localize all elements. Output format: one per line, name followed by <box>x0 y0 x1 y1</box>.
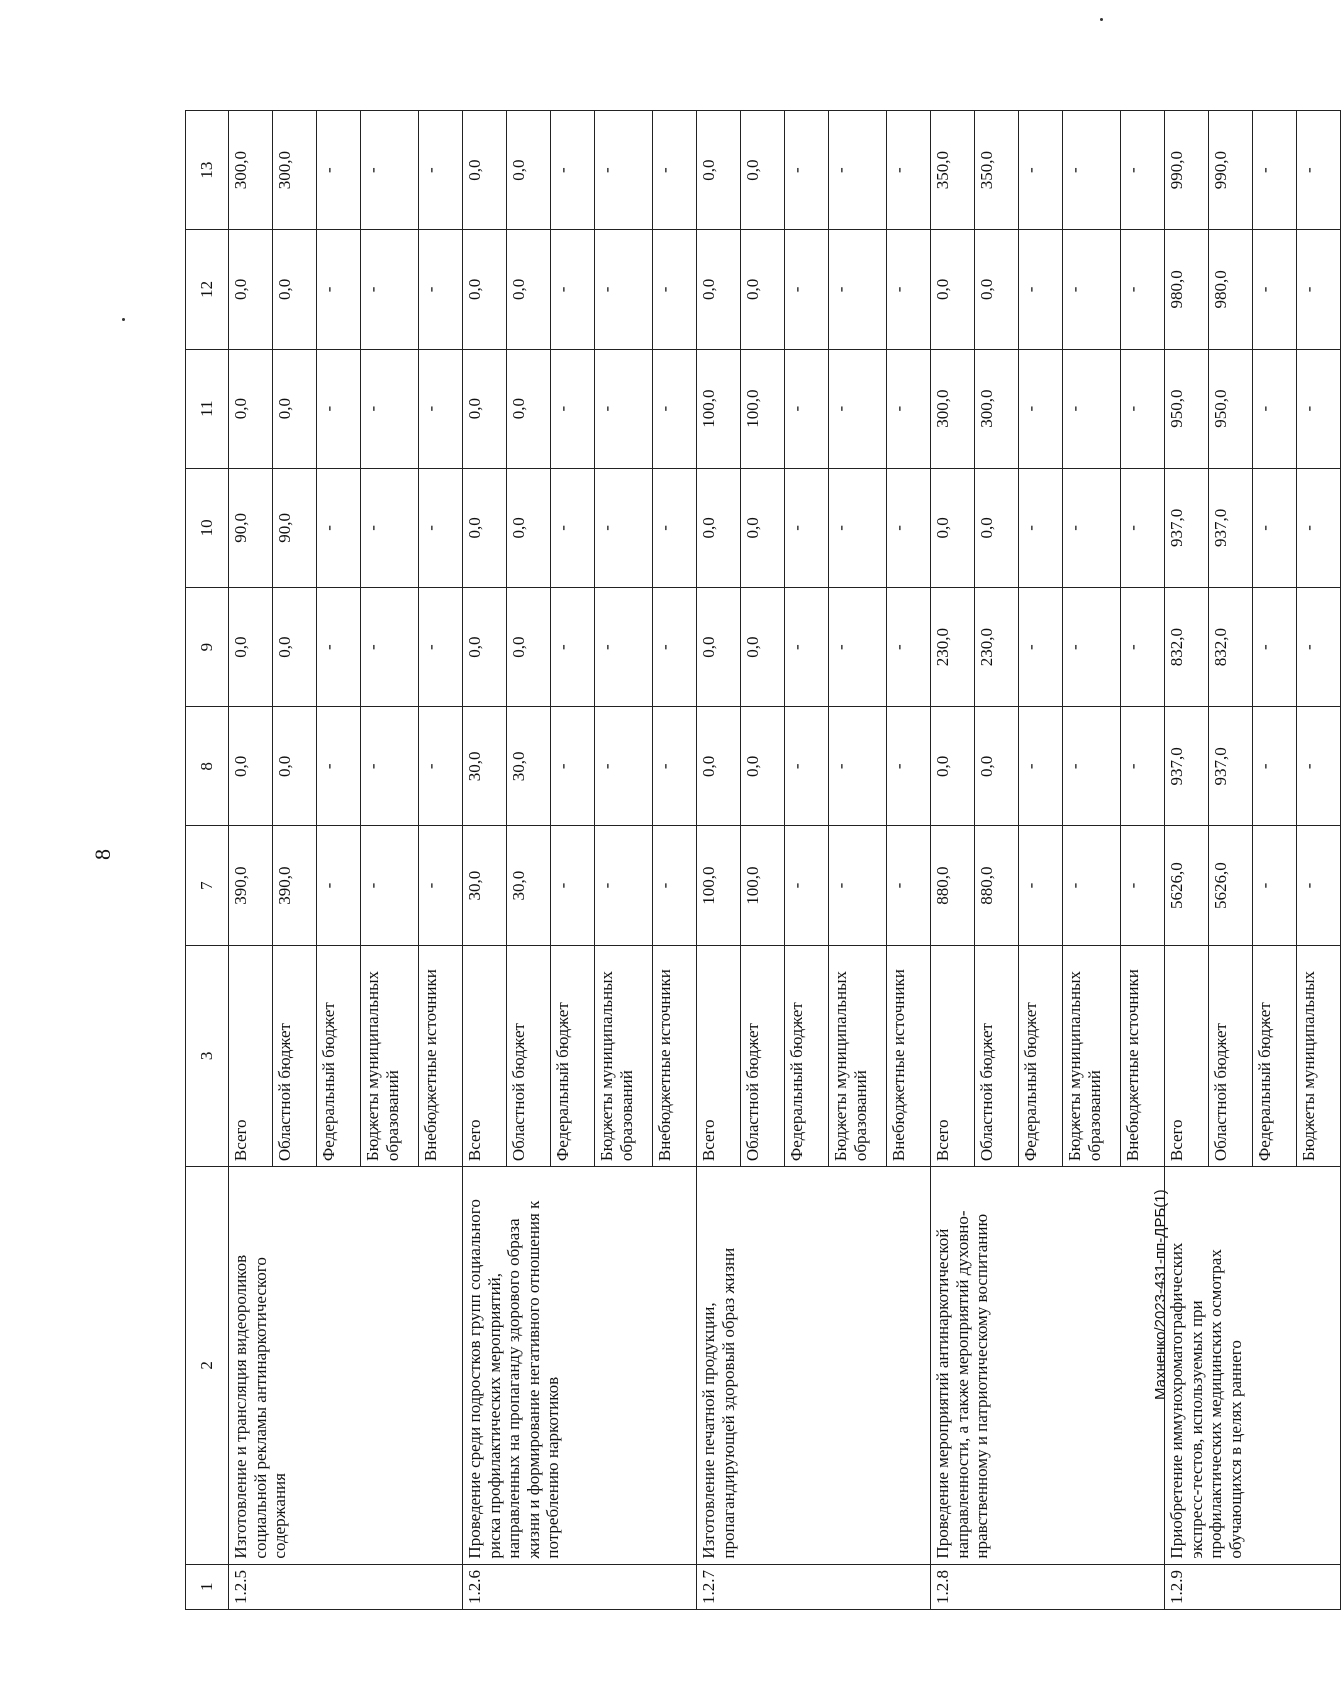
amount-cell: 0,0 <box>463 349 507 468</box>
amount-cell: - <box>887 707 931 826</box>
scan-speck <box>122 318 125 321</box>
amount-cell: - <box>317 111 361 230</box>
amount-cell: 0,0 <box>697 230 741 349</box>
funding-source: Областной бюджет <box>741 945 785 1166</box>
amount-cell: - <box>1297 111 1341 230</box>
amount-cell: 0,0 <box>697 587 741 706</box>
table-row <box>229 111 273 1610</box>
page-number: 8 <box>90 849 115 860</box>
amount-cell: - <box>595 707 653 826</box>
amount-cell: - <box>551 468 595 587</box>
amount-cell: 0,0 <box>741 468 785 587</box>
amount-cell: - <box>317 826 361 945</box>
amount-cell: - <box>1121 587 1165 706</box>
amount-cell: 0,0 <box>931 707 975 826</box>
amount-cell: - <box>317 349 361 468</box>
amount-cell: 230,0 <box>931 587 975 706</box>
amount-cell: 0,0 <box>273 230 317 349</box>
amount-cell: - <box>551 826 595 945</box>
amount-cell: - <box>1253 468 1297 587</box>
funding-source: Областной бюджет <box>273 945 317 1166</box>
amount-cell: 0,0 <box>741 230 785 349</box>
column-header: 3 <box>186 945 229 1166</box>
amount-cell: - <box>361 349 419 468</box>
amount-cell: - <box>1063 587 1121 706</box>
amount-cell: - <box>785 111 829 230</box>
amount-cell: 30,0 <box>507 707 551 826</box>
amount-cell: - <box>595 349 653 468</box>
table-row <box>1165 111 1209 1610</box>
item-name: Проведение среди подростков групп социального риска профилактических мероприятий, направленных на пропаганду здорового образа жизни и формирование негативного отношения к потреблению наркотиков <box>463 1167 697 1564</box>
amount-cell: - <box>551 111 595 230</box>
amount-cell: - <box>1253 230 1297 349</box>
column-header: 1 <box>186 1564 229 1609</box>
amount-cell: 0,0 <box>463 587 507 706</box>
amount-cell: 350,0 <box>975 111 1019 230</box>
amount-cell: - <box>785 349 829 468</box>
item-name: Приобретение иммунохроматографических экспресс-тестов, используемых при профилактических медицинских осмотрах обучающихся в целях раннего <box>1165 1167 1341 1564</box>
amount-cell: - <box>1253 826 1297 945</box>
amount-cell: - <box>829 111 887 230</box>
amount-cell: - <box>829 707 887 826</box>
amount-cell: - <box>317 707 361 826</box>
item-name: Проведение мероприятий антинаркотической направленности, а также мероприятий духовно-нравственному и патриотическому воспитанию <box>931 1167 1165 1564</box>
amount-cell: - <box>887 468 931 587</box>
amount-cell: 0,0 <box>229 587 273 706</box>
item-code: 1.2.8 <box>931 1564 1165 1609</box>
amount-cell: 0,0 <box>741 111 785 230</box>
amount-cell: - <box>595 826 653 945</box>
funding-source: Федеральный бюджет <box>1019 945 1063 1166</box>
amount-cell: 937,0 <box>1165 707 1209 826</box>
amount-cell: 300,0 <box>229 111 273 230</box>
amount-cell: - <box>595 111 653 230</box>
amount-cell: 0,0 <box>463 111 507 230</box>
amount-cell: 5626,0 <box>1209 826 1253 945</box>
amount-cell: - <box>829 230 887 349</box>
amount-cell: 300,0 <box>273 111 317 230</box>
amount-cell: 90,0 <box>273 468 317 587</box>
amount-cell: - <box>1063 826 1121 945</box>
amount-cell: - <box>785 468 829 587</box>
funding-source: Всего <box>931 945 975 1166</box>
amount-cell: - <box>1121 826 1165 945</box>
amount-cell: - <box>551 230 595 349</box>
amount-cell: - <box>595 468 653 587</box>
amount-cell: 300,0 <box>931 349 975 468</box>
funding-source: Всего <box>1165 945 1209 1166</box>
amount-cell: - <box>785 707 829 826</box>
amount-cell: - <box>1121 707 1165 826</box>
amount-cell: 0,0 <box>273 587 317 706</box>
amount-cell: - <box>1121 349 1165 468</box>
header-row <box>186 111 229 1610</box>
amount-cell: - <box>653 707 697 826</box>
amount-cell: 0,0 <box>463 230 507 349</box>
amount-cell: 832,0 <box>1165 587 1209 706</box>
amount-cell: - <box>317 468 361 587</box>
amount-cell: 0,0 <box>273 349 317 468</box>
amount-cell: - <box>653 349 697 468</box>
funding-source: Федеральный бюджет <box>317 945 361 1166</box>
amount-cell: - <box>1019 111 1063 230</box>
amount-cell: - <box>829 587 887 706</box>
item-code: 1.2.5 <box>229 1564 463 1609</box>
table-row <box>931 111 975 1610</box>
amount-cell: 5626,0 <box>1165 826 1209 945</box>
amount-cell: 390,0 <box>273 826 317 945</box>
amount-cell: 0,0 <box>741 587 785 706</box>
amount-cell: 937,0 <box>1165 468 1209 587</box>
amount-cell: - <box>1297 349 1341 468</box>
amount-cell: - <box>1019 349 1063 468</box>
amount-cell: 30,0 <box>463 707 507 826</box>
scan-speck <box>1100 18 1103 21</box>
amount-cell: - <box>887 111 931 230</box>
amount-cell: - <box>419 707 463 826</box>
amount-cell: - <box>361 111 419 230</box>
amount-cell: 0,0 <box>507 230 551 349</box>
amount-cell: 230,0 <box>975 587 1019 706</box>
funding-source: Внебюджетные источники <box>1121 945 1165 1166</box>
funding-source: Областной бюджет <box>507 945 551 1166</box>
amount-cell: 90,0 <box>229 468 273 587</box>
amount-cell: 0,0 <box>697 468 741 587</box>
amount-cell: - <box>361 230 419 349</box>
amount-cell: - <box>551 349 595 468</box>
amount-cell: - <box>419 587 463 706</box>
amount-cell: 0,0 <box>229 230 273 349</box>
amount-cell: - <box>1297 230 1341 349</box>
amount-cell: 0,0 <box>975 468 1019 587</box>
amount-cell: 0,0 <box>975 707 1019 826</box>
amount-cell: - <box>653 230 697 349</box>
amount-cell: 832,0 <box>1209 587 1253 706</box>
column-header: 7 <box>186 826 229 945</box>
table-row <box>463 111 507 1610</box>
amount-cell: 0,0 <box>931 230 975 349</box>
amount-cell: 980,0 <box>1209 230 1253 349</box>
column-header: 9 <box>186 587 229 706</box>
column-header: 12 <box>186 230 229 349</box>
amount-cell: 0,0 <box>741 707 785 826</box>
table-body <box>229 111 1341 1610</box>
amount-cell: - <box>653 587 697 706</box>
amount-cell: - <box>1297 587 1341 706</box>
amount-cell: 937,0 <box>1209 468 1253 587</box>
amount-cell: - <box>419 826 463 945</box>
table-row <box>697 111 741 1610</box>
amount-cell: 30,0 <box>507 826 551 945</box>
item-name: Изготовление и трансляция видеороликов социальной рекламы антинаркотического содержания <box>229 1167 463 1564</box>
amount-cell: - <box>1253 111 1297 230</box>
column-header: 11 <box>186 349 229 468</box>
column-header: 13 <box>186 111 229 230</box>
amount-cell: - <box>829 826 887 945</box>
amount-cell: - <box>1253 707 1297 826</box>
amount-cell: - <box>653 111 697 230</box>
amount-cell: 100,0 <box>741 349 785 468</box>
amount-cell: - <box>887 826 931 945</box>
funding-source: Федеральный бюджет <box>785 945 829 1166</box>
amount-cell: - <box>1121 230 1165 349</box>
amount-cell: - <box>595 587 653 706</box>
funding-source: Бюджеты муниципальных образований <box>829 945 887 1166</box>
amount-cell: - <box>419 468 463 587</box>
amount-cell: - <box>361 826 419 945</box>
amount-cell: - <box>653 468 697 587</box>
amount-cell: - <box>829 468 887 587</box>
amount-cell: - <box>1019 468 1063 587</box>
amount-cell: 0,0 <box>975 230 1019 349</box>
amount-cell: - <box>1121 468 1165 587</box>
amount-cell: - <box>829 349 887 468</box>
amount-cell: - <box>1019 230 1063 349</box>
item-code: 1.2.6 <box>463 1564 697 1609</box>
amount-cell: - <box>1253 587 1297 706</box>
column-header: 8 <box>186 707 229 826</box>
amount-cell: - <box>1063 230 1121 349</box>
amount-cell: - <box>887 230 931 349</box>
amount-cell: 880,0 <box>931 826 975 945</box>
item-code: 1.2.9 <box>1165 1564 1341 1609</box>
amount-cell: - <box>1121 111 1165 230</box>
amount-cell: - <box>361 587 419 706</box>
amount-cell: - <box>1063 349 1121 468</box>
amount-cell: - <box>1063 707 1121 826</box>
amount-cell: - <box>551 707 595 826</box>
amount-cell: - <box>653 826 697 945</box>
amount-cell: 980,0 <box>1165 230 1209 349</box>
funding-source: Внебюджетные источники <box>419 945 463 1166</box>
amount-cell: - <box>1297 468 1341 587</box>
amount-cell: - <box>419 349 463 468</box>
amount-cell: 950,0 <box>1209 349 1253 468</box>
amount-cell: 0,0 <box>463 468 507 587</box>
funding-source: Бюджеты муниципальных <box>1297 945 1341 1166</box>
funding-source: Бюджеты муниципальных образований <box>361 945 419 1166</box>
amount-cell: - <box>1063 111 1121 230</box>
amount-cell: - <box>785 826 829 945</box>
amount-cell: 990,0 <box>1209 111 1253 230</box>
funding-source: Всего <box>229 945 273 1166</box>
amount-cell: 0,0 <box>273 707 317 826</box>
amount-cell: - <box>361 468 419 587</box>
amount-cell: - <box>785 230 829 349</box>
amount-cell: 990,0 <box>1165 111 1209 230</box>
amount-cell: 390,0 <box>229 826 273 945</box>
amount-cell: - <box>887 349 931 468</box>
funding-source: Всего <box>463 945 507 1166</box>
funding-source: Федеральный бюджет <box>551 945 595 1166</box>
funding-source: Областной бюджет <box>975 945 1019 1166</box>
document-reference: Махненко/2023-431-пп-ДРБ(1) <box>1152 1189 1169 1400</box>
amount-cell: 100,0 <box>697 349 741 468</box>
amount-cell: - <box>419 111 463 230</box>
amount-cell: 350,0 <box>931 111 975 230</box>
amount-cell: 0,0 <box>507 111 551 230</box>
table-header <box>186 111 229 1610</box>
amount-cell: 0,0 <box>507 349 551 468</box>
amount-cell: - <box>595 230 653 349</box>
funding-source: Внебюджетные источники <box>653 945 697 1166</box>
amount-cell: - <box>1019 587 1063 706</box>
funding-source: Федеральный бюджет <box>1253 945 1297 1166</box>
amount-cell: 0,0 <box>507 587 551 706</box>
amount-cell: 0,0 <box>507 468 551 587</box>
amount-cell: 0,0 <box>697 111 741 230</box>
column-header: 2 <box>186 1167 229 1564</box>
amount-cell: - <box>361 707 419 826</box>
amount-cell: - <box>887 587 931 706</box>
amount-cell: 0,0 <box>229 349 273 468</box>
column-header: 10 <box>186 468 229 587</box>
funding-table <box>185 110 1341 1610</box>
item-code: 1.2.7 <box>697 1564 931 1609</box>
amount-cell: - <box>551 587 595 706</box>
amount-cell: 0,0 <box>931 468 975 587</box>
amount-cell: - <box>1297 826 1341 945</box>
amount-cell: - <box>1297 707 1341 826</box>
amount-cell: 950,0 <box>1165 349 1209 468</box>
amount-cell: 937,0 <box>1209 707 1253 826</box>
amount-cell: - <box>317 230 361 349</box>
funding-source: Всего <box>697 945 741 1166</box>
amount-cell: 0,0 <box>697 707 741 826</box>
amount-cell: 0,0 <box>229 707 273 826</box>
funding-source: Бюджеты муниципальных образований <box>1063 945 1121 1166</box>
amount-cell: 30,0 <box>463 826 507 945</box>
funding-source: Областной бюджет <box>1209 945 1253 1166</box>
funding-source: Бюджеты муниципальных образований <box>595 945 653 1166</box>
amount-cell: - <box>419 230 463 349</box>
amount-cell: - <box>1019 707 1063 826</box>
amount-cell: - <box>1019 826 1063 945</box>
amount-cell: 300,0 <box>975 349 1019 468</box>
amount-cell: - <box>317 587 361 706</box>
amount-cell: 880,0 <box>975 826 1019 945</box>
amount-cell: - <box>1253 349 1297 468</box>
amount-cell: 100,0 <box>741 826 785 945</box>
funding-source: Внебюджетные источники <box>887 945 931 1166</box>
amount-cell: 100,0 <box>697 826 741 945</box>
item-name: Изготовление печатной продукции, пропагандирующей здоровый образ жизни <box>697 1167 931 1564</box>
amount-cell: - <box>785 587 829 706</box>
amount-cell: - <box>1063 468 1121 587</box>
